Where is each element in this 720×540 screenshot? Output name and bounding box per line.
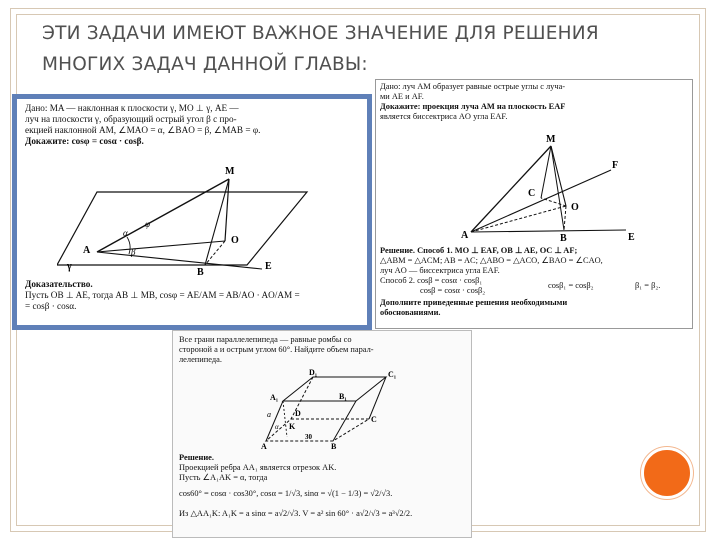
label-B1: B₁	[339, 392, 347, 401]
prove-right-line-1: Докажите: проекция луча AM на плоскость EAF	[380, 102, 566, 111]
label-E: E	[265, 261, 272, 272]
prove-right-line-2: является биссектриса AO угла EAF.	[380, 112, 508, 121]
line-AE	[97, 252, 262, 269]
label-C: C	[371, 415, 377, 424]
face-top	[283, 377, 386, 401]
slide-title	[42, 18, 602, 80]
label-alpha: α	[275, 423, 279, 431]
geometry-diagram-parallelepiped	[261, 369, 421, 449]
label-M: M	[546, 134, 556, 145]
task-bottom-line-3: лелепипеда.	[179, 355, 222, 364]
label-30: 30	[305, 433, 312, 441]
method2-line-c: cosβ₁ = cosβ₂	[548, 281, 594, 290]
line-AE	[471, 230, 626, 232]
face-bottom	[266, 419, 369, 441]
footer-right-line-1: Дополните приведенные решения необходимыми	[380, 298, 568, 307]
task-bottom-line-1: Все грани параллелепипеда — равные ромбы со	[179, 335, 352, 344]
solution-right-line-2: △ABM = △ACM; AB = AC; △ABO = △ACO, ∠BAO = ∠CAO,	[380, 256, 603, 265]
line-AF	[471, 170, 611, 232]
label-B: B	[560, 233, 567, 242]
label-A1: A₁	[270, 393, 279, 402]
label-phi: φ	[145, 219, 150, 229]
given-right-line-1: Дано: луч AM образует равные острые углы с луча-	[380, 82, 566, 91]
line-AM	[471, 146, 551, 232]
label-B: B	[197, 267, 204, 277]
task-card-right	[375, 79, 693, 329]
line-MO	[225, 179, 229, 241]
solution-right-line-3: луч AO — биссектриса угла EAF.	[380, 266, 500, 275]
solution-right-line-1: Решение. Способ 1. MO ⊥ EAF, OB ⊥ AE, OC ⊥ AF;	[380, 246, 578, 255]
task-bottom-line-2: стороной a и острым углом 60°. Найдите объем парал-	[179, 345, 374, 354]
line-OB	[564, 206, 566, 230]
solution-bottom-line-1: Проекцией ребра AA₁ является отрезок AK.	[179, 463, 337, 472]
proof-title: Доказательство.	[25, 279, 93, 289]
label-beta: β	[131, 247, 136, 257]
line-AM	[97, 179, 229, 252]
label-C1: C₁	[388, 370, 397, 379]
label-K: K	[289, 422, 296, 431]
plane-gamma	[57, 192, 307, 265]
label-D1: D₁	[309, 369, 318, 377]
prove-line: Докажите: cosφ = cosα · cosβ.	[25, 136, 144, 146]
geometry-diagram-left	[57, 157, 327, 277]
proof-line-1: Пусть OB ⊥ AE, тогда AB ⊥ MB, cosφ = AE/AM = AB/AO · AO/AM =	[25, 290, 300, 300]
label-a: a	[267, 410, 271, 419]
given-line-2: луч на плоскости γ, образующий острый угол β с про-	[25, 114, 237, 124]
label-O: O	[231, 235, 239, 246]
proof-line-2: = cosβ · cosα.	[25, 301, 77, 311]
label-M: M	[225, 166, 235, 177]
footer-right-line-2: обоснованиями.	[380, 308, 441, 317]
label-A: A	[461, 230, 469, 241]
label-E: E	[628, 232, 635, 242]
label-F: F	[612, 160, 619, 171]
geometry-diagram-right	[416, 132, 656, 242]
task-card-bottom	[172, 330, 472, 538]
label-D: D	[295, 409, 301, 418]
slide-title-line-2: МНОГИХ ЗАДАЧ ДАННОЙ ГЛАВЫ:	[42, 54, 368, 75]
label-A: A	[83, 245, 91, 256]
label-B: B	[331, 442, 337, 449]
formula-line-2: Из △AA₁K: A₁K = a sinα = a√2/√3. V = a² sin 60° · a√2/√3 = a³√2/2.	[179, 509, 413, 518]
method2-line-b: cosβ = cosα · cosβ₂	[420, 286, 486, 295]
label-O: O	[571, 202, 579, 213]
label-C: C	[528, 188, 536, 199]
label-A: A	[261, 442, 267, 449]
given-line-3: екцией наклонной AM, ∠MAO = α, ∠BAO = β, ∠MAB = φ.	[25, 125, 261, 135]
task-card-left	[12, 94, 372, 330]
angle-arc	[127, 237, 130, 254]
label-gamma: γ	[67, 261, 72, 272]
solution-bottom-line-2: Пусть ∠A₁AK = α, тогда	[179, 473, 268, 482]
decorative-circle	[641, 447, 693, 499]
label-alpha: α	[123, 228, 128, 238]
given-line-1: Дано: MA — наклонная к плоскости γ, MO ⊥ γ, AE —	[25, 103, 239, 113]
slide-title-line-1: ЭТИ ЗАДАЧИ ИМЕЮТ ВАЖНОЕ ЗНАЧЕНИЕ ДЛЯ РЕШЕНИЯ	[42, 23, 599, 44]
formula-line-1: cos60° = cosα · cos30°, cosα = 1/√3, sinα = √(1 − 1/3) = √2/√3.	[179, 489, 393, 498]
line-AO	[97, 241, 225, 252]
given-right-line-2: ми AE и AF.	[380, 92, 424, 101]
line-OC	[541, 198, 566, 206]
line-AO	[471, 206, 566, 232]
line-MC	[541, 146, 551, 198]
method2-line-a: Способ 2. cosβ = cosα · cosβ₁	[380, 276, 483, 285]
method2-line-d: β₁ = β₂.	[635, 281, 661, 290]
solution-bottom-title: Решение.	[179, 453, 214, 462]
